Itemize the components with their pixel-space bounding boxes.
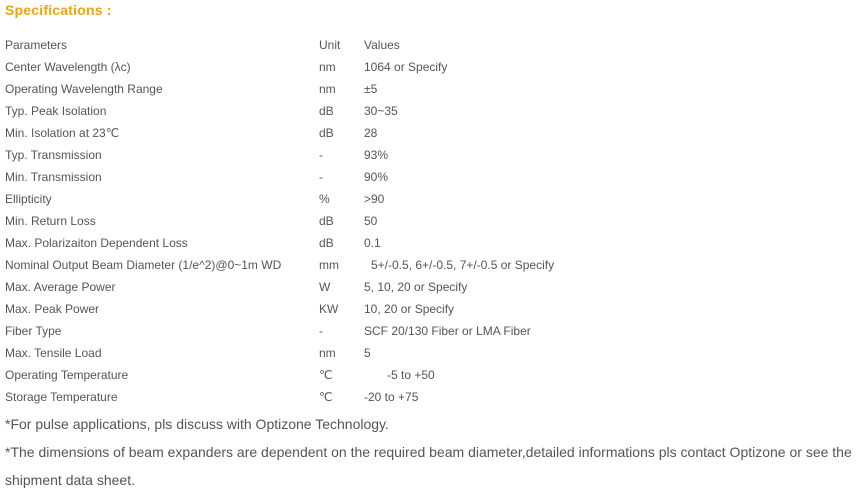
row-unit: W xyxy=(319,280,331,294)
row-value: 5+/-0.5, 6+/-0.5, 7+/-0.5 or Specify xyxy=(371,258,555,272)
row-value: 93% xyxy=(364,148,389,162)
row-value: 10, 20 or Specify xyxy=(364,302,455,316)
table-row xyxy=(5,298,787,320)
row-value: -20 to +75 xyxy=(364,390,419,404)
row-parameter: Nominal Output Beam Diameter (1/e^2)@0~1m WD xyxy=(5,258,282,272)
row-value: 5, 10, 20 or Specify xyxy=(364,280,468,294)
row-unit: nm xyxy=(319,60,336,74)
table-row xyxy=(5,78,787,100)
note-pulse-applications: *For pulse applications, pls discuss with Optizone Technology. xyxy=(5,416,389,432)
table-row xyxy=(5,166,787,188)
row-parameter: Max. Polarizaiton Dependent Loss xyxy=(5,236,188,250)
table-row xyxy=(5,386,787,408)
row-parameter: Operating Wavelength Range xyxy=(5,82,163,96)
table-row xyxy=(5,210,787,232)
row-unit: ℃ xyxy=(319,368,333,382)
row-unit: dB xyxy=(319,214,334,228)
row-unit: nm xyxy=(319,346,336,360)
table-row xyxy=(5,122,787,144)
table-row xyxy=(5,56,787,78)
row-parameter: Storage Temperature xyxy=(5,390,118,404)
row-unit: dB xyxy=(319,236,334,250)
row-parameter: Min. Transmission xyxy=(5,170,102,184)
table-row xyxy=(5,144,787,166)
row-unit: dB xyxy=(319,104,334,118)
row-parameter: Typ. Peak Isolation xyxy=(5,104,107,118)
row-parameter: Min. Return Loss xyxy=(5,214,96,228)
row-parameter: Ellipticity xyxy=(5,192,52,206)
row-unit: - xyxy=(319,324,323,338)
row-parameter: Max. Average Power xyxy=(5,280,116,294)
row-unit: dB xyxy=(319,126,334,140)
row-unit: KW xyxy=(319,302,339,316)
header-parameters: Parameters xyxy=(5,38,68,52)
header-values: Values xyxy=(364,38,400,52)
row-value: 30~35 xyxy=(364,104,398,118)
row-unit: % xyxy=(319,192,330,206)
table-header-row xyxy=(5,34,787,56)
row-parameter: Fiber Type xyxy=(5,324,62,338)
row-parameter: Max. Tensile Load xyxy=(5,346,102,360)
row-unit: ℃ xyxy=(319,390,333,404)
table-row xyxy=(5,342,787,364)
row-parameter: Max. Peak Power xyxy=(5,302,100,316)
row-value: >90 xyxy=(364,192,385,206)
table-row xyxy=(5,232,787,254)
row-value: ±5 xyxy=(364,82,378,96)
header-unit: Unit xyxy=(319,38,341,52)
row-parameter: Min. Isolation at 23℃ xyxy=(5,126,120,140)
table-row xyxy=(5,188,787,210)
row-value: SCF 20/130 Fiber or LMA Fiber xyxy=(364,324,531,338)
row-unit: nm xyxy=(319,82,336,96)
note-beam-expander-dimensions: *The dimensions of beam expanders are dependent on the required beam diameter,detailed informations pls contact Optizone or see the shipment data sheet. xyxy=(5,444,852,488)
row-value: 28 xyxy=(364,126,378,140)
table-row xyxy=(5,364,787,386)
row-value: 0.1 xyxy=(364,236,381,250)
section-heading: Specifications : xyxy=(5,2,112,18)
row-unit: - xyxy=(319,170,323,184)
table-row xyxy=(5,276,787,298)
row-value: -5 to +50 xyxy=(387,368,435,382)
row-unit: mm xyxy=(319,258,339,272)
row-parameter: Typ. Transmission xyxy=(5,148,102,162)
row-value: 90% xyxy=(364,170,389,184)
notes-section xyxy=(5,410,857,494)
table-row xyxy=(5,254,787,276)
row-value: 50 xyxy=(364,214,378,228)
row-value: 5 xyxy=(364,346,371,360)
specifications-table-body xyxy=(5,34,787,408)
row-parameter: Center Wavelength (λc) xyxy=(5,60,131,74)
row-parameter: Operating Temperature xyxy=(5,368,129,382)
table-row xyxy=(5,320,787,342)
table-row xyxy=(5,100,787,122)
specifications-table xyxy=(5,34,787,408)
row-value: 1064 or Specify xyxy=(364,60,448,74)
row-unit: - xyxy=(319,148,323,162)
